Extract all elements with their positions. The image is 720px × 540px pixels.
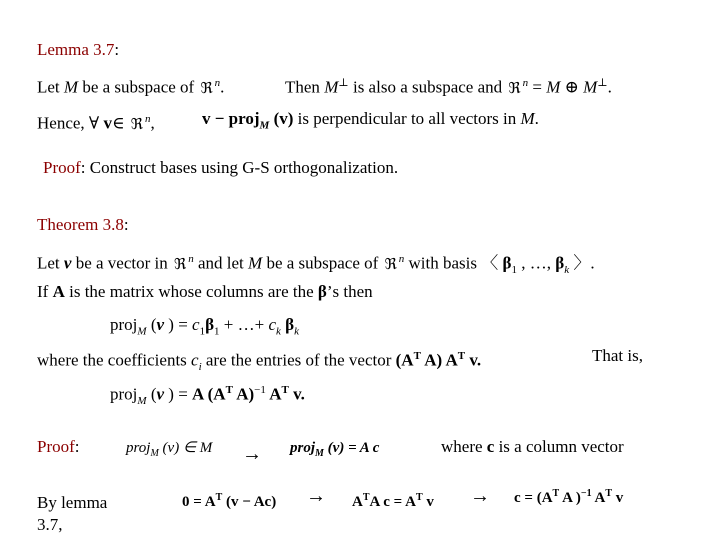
- direct-sum-symbol: ⊕: [564, 77, 579, 97]
- theorem-line-1: Let v be a vector in ℜ $^n$ and let M be a subspace of ℜ $^n$ with basis 〈 $\beta_1$ , …, $\beta_k$ 〉.: [37, 253, 595, 277]
- lemma-hence: Hence, ∀ v∈ ℜ $^n$,: [37, 113, 155, 133]
- where-c-column: where c is a column vector: [441, 437, 624, 456]
- real-numbers-symbol: ℜ: [200, 80, 213, 97]
- equation-proj-in-M: proj$_M$ (v) ∈ M: [126, 440, 213, 459]
- theorem-line-2: If A is the matrix whose columns are the β’s then: [37, 282, 373, 301]
- by-lemma-2: 3.7,: [37, 515, 63, 534]
- equation-solution-c: $c = (A^T$ A )$^{-1}$ $A^T$ v: [514, 488, 624, 506]
- equation-proj-equals-Ac: proj$_M$ (v) = A c: [290, 440, 380, 459]
- proof-2-label: Proof:: [37, 437, 80, 456]
- lemma-hence-2: v − proj$_M$ (v) is perpendicular to all vectors in M.: [202, 109, 539, 132]
- proof-label: Proof: [43, 158, 81, 177]
- lemma-label: Lemma 3.7: [37, 40, 115, 59]
- theorem-label: Theorem 3.8: [37, 215, 124, 234]
- theorem-coefficients: where the coefficients $c_i$ are the entries of the vector ($A^T$ A) $A^T$ v.: [37, 350, 482, 374]
- forall-symbol: ∀: [88, 113, 100, 133]
- real-numbers-symbol: ℜ: [508, 80, 521, 97]
- proof-1: Proof: Construct bases using G-S orthogonalization.: [43, 158, 399, 177]
- theorem-matrix-formula: proj$_M$ (v ) = A ($A^T$ A)$^{-1}$ $A^T$ v.: [110, 384, 305, 408]
- implies-arrow-3: →: [470, 485, 490, 507]
- by-lemma: By lemma: [37, 493, 108, 512]
- equation-orthogonality: $0 = A^T$ (v − Ac): [182, 492, 277, 510]
- theorem-that-is: That is,: [592, 346, 643, 365]
- lemma-title: Lemma 3.7:: [37, 40, 120, 59]
- implies-arrow-1: →: [242, 443, 262, 465]
- equation-normal: $A^TA$ $c = A^T$ v: [352, 492, 434, 510]
- lemma-statement-2: Then M⊥ is also a subspace and ℜ $^n$ = M ⊕ M⊥.: [285, 77, 612, 97]
- theorem-projection-formula: proj$_M$ (v ) = $c_1\beta_1$ + …+ $c_k$ $\beta_k$: [110, 315, 300, 338]
- lemma-statement: Let M be a subspace of ℜ $^n$.: [37, 77, 225, 97]
- theorem-title: Theorem 3.8:: [37, 215, 129, 234]
- implies-arrow-2: →: [306, 485, 326, 507]
